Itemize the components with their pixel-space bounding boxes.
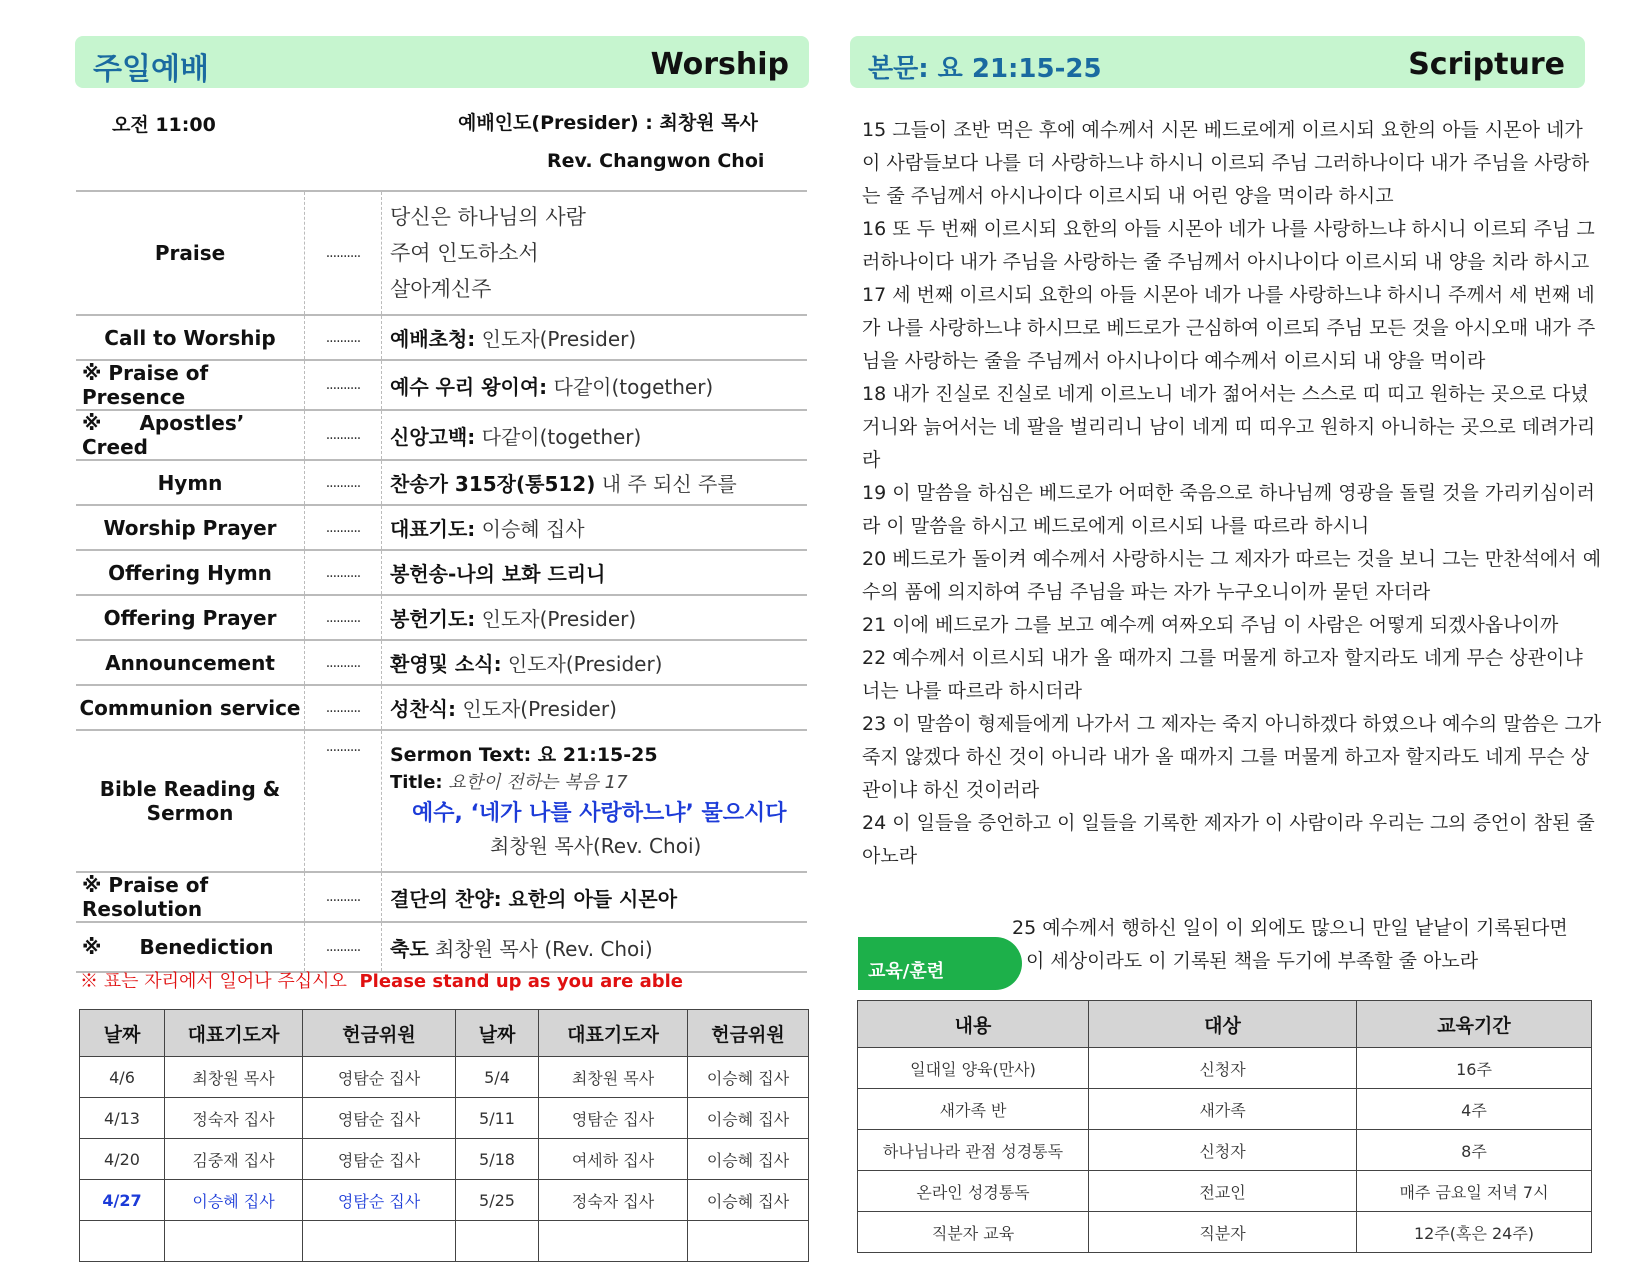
duty-cell: 이승혜 집사 <box>688 1057 809 1098</box>
duty-header: 날짜 <box>80 1010 165 1057</box>
duty-cell: 이승혜 집사 <box>688 1139 809 1180</box>
edu-row <box>858 1171 1592 1212</box>
order-dots: .......... <box>305 315 382 360</box>
order-label: Praise <box>76 191 305 315</box>
duty-row <box>80 1098 809 1139</box>
order-detail-bold: 결단의 찬양: 요한의 아들 시몬아 <box>390 886 678 911</box>
worship-title-ko: 주일예배 <box>93 52 209 87</box>
duty-cell: 4/13 <box>80 1098 165 1139</box>
duty-cell: 이승혜 집사 <box>688 1180 809 1221</box>
order-dots: .......... <box>305 595 382 640</box>
sermon-title-line <box>390 769 807 797</box>
order-detail-bold: 환영및 소식: <box>390 652 502 676</box>
stand-note <box>80 967 683 993</box>
praise-songs <box>382 191 808 315</box>
order-detail-bold: 예수 우리 왕이여: <box>390 374 548 399</box>
order-detail-bold: 봉헌송-나의 보화 드리니 <box>390 562 606 586</box>
duty-cell-current: 영탐순 집사 <box>303 1180 456 1221</box>
verse: 15 그들이 조반 먹은 후에 예수께서 시몬 베드로에게 이르시되 요한의 아들 시몬아 네가 이 사람들보다 나를 더 사랑하느냐 하시니 이르되 주님 그러하나이다 내가 주님을 사랑하는 줄 주님께서 아시나이다 이르시되 내 어린 양을 먹이라 하시고 <box>862 119 1590 207</box>
order-label-text: Apostles’ Creed <box>82 411 245 459</box>
duty-header: 대표기도자 <box>539 1010 688 1057</box>
edu-cell: 16주 <box>1357 1048 1592 1089</box>
order-detail <box>382 410 808 460</box>
duty-cell: 4/20 <box>80 1139 165 1180</box>
edu-cell: 하나님나라 관점 성경통독 <box>858 1130 1089 1171</box>
order-row <box>76 640 807 685</box>
duty-cell: 김중재 집사 <box>165 1139 303 1180</box>
order-row <box>76 922 807 972</box>
order-detail-bold: 대표기도: <box>390 517 476 541</box>
verse-25-line: 25 예수께서 행하신 일이 이 외에도 많으니 만일 낱낱이 기록된다면 <box>1012 917 1568 939</box>
order-dots: .......... <box>305 191 382 315</box>
verse-25 <box>1012 912 1612 978</box>
order-detail-rest: 다같이(together) <box>475 424 642 449</box>
duty-cell: 정숙자 집사 <box>165 1098 303 1139</box>
order-detail <box>382 685 808 730</box>
sermon-title-label: Title: <box>390 772 443 793</box>
duty-cell: 영탐순 집사 <box>303 1139 456 1180</box>
sermon-preacher: 최창원 목사(Rev. Choi) <box>490 834 702 858</box>
order-row <box>76 191 807 315</box>
order-detail-rest: 인도자(Presider) <box>455 697 617 721</box>
order-detail-bold: 봉헌기도: <box>390 607 476 631</box>
stand-note-ko: ※ 표는 자리에서 일어나 주십시오 <box>80 971 347 992</box>
order-dots: .......... <box>305 410 382 460</box>
order-detail-bold: 축도 <box>390 936 429 961</box>
duty-cell <box>688 1221 809 1262</box>
order-detail <box>382 460 808 505</box>
order-dots: .......... <box>305 360 382 410</box>
sermon-detail <box>382 730 808 872</box>
duty-row <box>80 1221 809 1262</box>
duty-cell: 정숙자 집사 <box>539 1180 688 1221</box>
edu-row <box>858 1130 1592 1171</box>
praise-song: 살아계신주 <box>390 277 492 301</box>
praise-song: 주여 인도하소서 <box>390 241 539 265</box>
worship-header <box>75 36 809 88</box>
presider-en: Rev. Changwon Choi <box>547 150 765 172</box>
duty-table <box>79 1009 809 1262</box>
edu-cell: 직분자 <box>1089 1212 1357 1253</box>
order-detail <box>382 360 808 410</box>
order-detail <box>382 595 808 640</box>
order-detail-bold: 신앙고백: <box>390 424 476 449</box>
duty-cell: 최창원 목사 <box>539 1057 688 1098</box>
stand-mark: ※ <box>82 935 102 959</box>
duty-cell <box>165 1221 303 1262</box>
sermon-text: Sermon Text: 요 21:15-25 <box>390 744 658 766</box>
scripture-reference: 본문: 요 21:15-25 <box>868 54 1102 84</box>
order-row <box>76 460 807 505</box>
duty-cell: 최창원 목사 <box>165 1057 303 1098</box>
order-dots: .......... <box>305 685 382 730</box>
order-dots: .......... <box>305 505 382 550</box>
order-detail <box>382 640 808 685</box>
order-detail <box>382 922 808 972</box>
edu-header-row <box>858 1001 1592 1048</box>
duty-cell: 5/11 <box>456 1098 539 1139</box>
sermon-headline: 예수, ‘네가 나를 사랑하느냐’ 물으시다 <box>412 801 787 826</box>
edu-cell: 새가족 반 <box>858 1089 1089 1130</box>
duty-cell: 5/18 <box>456 1139 539 1180</box>
order-detail-rest: 최창원 목사 (Rev. Choi) <box>428 936 653 961</box>
sermon-label-line: Bible Reading & <box>99 777 281 801</box>
verse: 24 이 일들을 증언하고 이 일들을 기록한 제자가 이 사람이라 우리는 그의 증언이 참된 줄 아노라 <box>862 812 1595 867</box>
duty-header: 헌금위원 <box>303 1010 456 1057</box>
order-label-text: Praise of Presence <box>82 361 209 409</box>
order-row <box>76 360 807 410</box>
scripture-text <box>862 114 1607 873</box>
order-detail-rest: 내 주 되신 주를 <box>595 472 737 496</box>
order-detail-bold: 찬송가 315장(통512) <box>390 472 596 496</box>
education-tag <box>858 937 1022 990</box>
order-detail-rest: 이승혜 집사 <box>475 517 585 541</box>
order-of-worship <box>76 190 807 973</box>
verse: 23 이 말씀이 형제들에게 나가서 그 제자는 죽지 아니하겠다 하였으나 예수의 말씀은 그가 죽지 않겠다 하신 것이 아니라 내가 올 때까지 그를 머물게 하고자 할지라도 네게 무슨 상관이냐 하신 것이러라 <box>862 713 1602 801</box>
order-row <box>76 315 807 360</box>
order-label: Worship Prayer <box>76 505 305 550</box>
edu-row <box>858 1048 1592 1089</box>
education-table <box>857 1000 1592 1253</box>
scripture-title-en: Scripture <box>1408 47 1565 82</box>
order-detail <box>382 550 808 595</box>
order-dots: .......... <box>305 640 382 685</box>
duty-cell: 여세하 집사 <box>539 1139 688 1180</box>
stand-mark: ※ <box>82 411 102 435</box>
order-row <box>76 872 807 922</box>
stand-mark: ※ <box>82 873 102 897</box>
verse: 16 또 두 번째 이르시되 요한의 아들 시몬아 네가 나를 사랑하느냐 하시니 이르되 주님 그러하나이다 내가 주님을 사랑하는 줄 주님께서 아시나이다 이르시되 내 양을 치라 하시고 <box>862 218 1595 273</box>
order-dots: .......... <box>305 872 382 922</box>
stand-mark: ※ <box>82 361 102 385</box>
order-detail-rest: 인도자(Presider) <box>475 327 637 351</box>
verse: 20 베드로가 돌이켜 예수께서 사랑하시는 그 제자가 따르는 것을 보니 그는 만찬석에서 예수의 품에 의지하여 주님 주님을 파는 자가 누구오니이까 묻던 자더라 <box>862 548 1602 603</box>
edu-cell: 온라인 성경통독 <box>858 1171 1089 1212</box>
edu-cell: 신청자 <box>1089 1130 1357 1171</box>
presider-ko: 예배인도(Presider) : 최창원 목사 <box>458 112 758 134</box>
order-label: Call to Worship <box>76 315 305 360</box>
duty-cell: 영탐순 집사 <box>539 1098 688 1139</box>
duty-cell: 4/6 <box>80 1057 165 1098</box>
order-detail-bold: 예배초청: <box>390 327 476 351</box>
order-dots: .......... <box>305 550 382 595</box>
order-label <box>76 730 305 872</box>
duty-cell <box>303 1221 456 1262</box>
duty-cell: 영탐순 집사 <box>303 1057 456 1098</box>
order-detail <box>382 315 808 360</box>
edu-cell: 12주(혹은 24주) <box>1357 1212 1592 1253</box>
edu-cell: 4주 <box>1357 1089 1592 1130</box>
duty-cell: 5/4 <box>456 1057 539 1098</box>
edu-cell: 8주 <box>1357 1130 1592 1171</box>
order-dots: .......... <box>305 460 382 505</box>
worship-title-en: Worship <box>650 47 789 82</box>
verse: 17 세 번째 이르시되 요한의 아들 시몬아 네가 나를 사랑하느냐 하시니 주께서 세 번째 네가 나를 사랑하느냐 하시므로 베드로가 근심하여 이르되 주님 모든 것을 아시오매 내가 주님을 사랑하는 줄을 주님께서 아시나이다 예수께서 이르시되 내 양을 먹이라 <box>862 284 1596 372</box>
order-detail <box>382 505 808 550</box>
order-label: Communion service <box>76 685 305 730</box>
duty-cell: 5/25 <box>456 1180 539 1221</box>
education-tag-label: 교육/훈련 <box>868 961 945 982</box>
duty-row <box>80 1057 809 1098</box>
duty-header: 대표기도자 <box>165 1010 303 1057</box>
order-label <box>76 360 305 410</box>
sermon-label-line: Sermon <box>146 801 234 825</box>
edu-cell: 새가족 <box>1089 1089 1357 1130</box>
order-label: Offering Hymn <box>76 550 305 595</box>
order-label-text: Benediction <box>139 935 274 959</box>
edu-cell: 신청자 <box>1089 1048 1357 1089</box>
edu-cell: 전교인 <box>1089 1171 1357 1212</box>
order-row <box>76 410 807 460</box>
duty-header: 날짜 <box>456 1010 539 1057</box>
edu-cell: 직분자 교육 <box>858 1212 1089 1253</box>
order-row <box>76 550 807 595</box>
stand-note-en: Please stand up as you are able <box>359 971 684 992</box>
order-label: Announcement <box>76 640 305 685</box>
edu-header: 내용 <box>858 1001 1089 1048</box>
duty-cell <box>539 1221 688 1262</box>
order-row <box>76 685 807 730</box>
order-detail-rest: 인도자(Presider) <box>501 652 663 676</box>
verse: 19 이 말씀을 하심은 베드로가 어떠한 죽음으로 하나님께 영광을 돌릴 것을 가리키심이러라 이 말씀을 하시고 베드로에게 이르시되 나를 따르라 하시니 <box>862 482 1596 537</box>
verse: 18 내가 진실로 진실로 네게 이르노니 네가 젊어서는 스스로 띠 띠고 원하는 곳으로 다녔거니와 늙어서는 네 팔을 벌리리니 남이 네게 띠 띠우고 원하지 아니하는 곳으로 데려가리라 <box>862 383 1596 471</box>
duty-row-current <box>80 1180 809 1221</box>
order-row <box>76 505 807 550</box>
verse: 22 예수께서 이르시되 내가 올 때까지 그를 머물게 하고자 할지라도 네게 무슨 상관이냐 너는 나를 따르라 하시더라 <box>862 647 1583 702</box>
edu-cell: 일대일 양육(만사) <box>858 1048 1089 1089</box>
edu-header: 교육기간 <box>1357 1001 1592 1048</box>
edu-row <box>858 1089 1592 1130</box>
order-dots: .......... <box>305 730 382 872</box>
order-label: Hymn <box>76 460 305 505</box>
order-dots: .......... <box>305 922 382 972</box>
edu-header: 대상 <box>1089 1001 1357 1048</box>
verse: 21 이에 베드로가 그를 보고 예수께 여짜오되 주님 이 사람은 어떻게 되겠사옵나이까 <box>862 614 1559 636</box>
verse-25-line: 이 세상이라도 이 기록된 책을 두기에 부족할 줄 아노라 <box>1026 950 1479 972</box>
order-detail-rest: 다같이(together) <box>547 374 714 399</box>
praise-song: 당신은 하나님의 사람 <box>390 205 586 229</box>
scripture-header <box>850 36 1585 88</box>
order-detail-rest: 인도자(Presider) <box>475 607 637 631</box>
order-label-text: Praise of Resolution <box>82 873 209 921</box>
order-row <box>76 730 807 872</box>
duty-header: 헌금위원 <box>688 1010 809 1057</box>
edu-row <box>858 1212 1592 1253</box>
order-detail-bold: 성찬식: <box>390 697 456 721</box>
duty-cell <box>80 1221 165 1262</box>
order-row <box>76 595 807 640</box>
duty-cell: 이승혜 집사 <box>688 1098 809 1139</box>
order-label: Offering Prayer <box>76 595 305 640</box>
duty-cell-current: 4/27 <box>80 1180 165 1221</box>
duty-header-row <box>80 1010 809 1057</box>
duty-cell <box>456 1221 539 1262</box>
order-label <box>76 872 305 922</box>
sermon-title: 요한이 전하는 복음 17 <box>448 772 628 793</box>
order-label <box>76 410 305 460</box>
duty-cell: 영탐순 집사 <box>303 1098 456 1139</box>
duty-row <box>80 1139 809 1180</box>
service-time: 오전 11:00 <box>112 114 216 136</box>
edu-cell: 매주 금요일 저녁 7시 <box>1357 1171 1592 1212</box>
order-label <box>76 922 305 972</box>
order-detail <box>382 872 808 922</box>
duty-cell-current: 이승혜 집사 <box>165 1180 303 1221</box>
